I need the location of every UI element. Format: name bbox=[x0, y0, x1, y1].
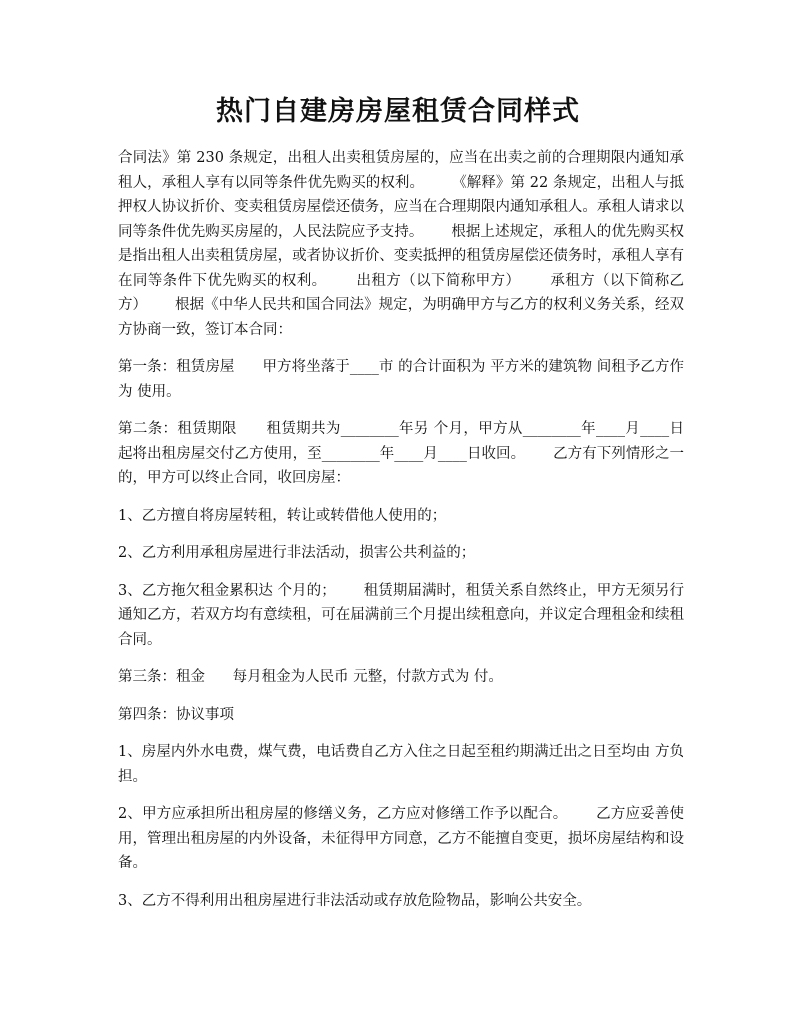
paragraph-agreement-item-3: 3、乙方不得利用出租房屋进行非法活动或存放危险物品，影响公共安全。 bbox=[118, 892, 592, 909]
paragraph-term-item-1: 1、乙方擅自将房屋转租，转让或转借他人使用的； bbox=[118, 507, 447, 524]
document-body bbox=[118, 146, 684, 926]
paragraph-article-4-heading: 第四条：协议事项 bbox=[118, 706, 234, 723]
paragraph-article-3-rent: 第三条：租金 每月租金为人民币 元整，付款方式为 付。 bbox=[118, 669, 503, 685]
paragraph-article-2-term: 第二条：租赁期限 租赁期共为________年另 个月，甲方从________年____月____日起将出租房屋交付乙方使用，至________年____月____日收回。 乙方有下列情形之一的，甲方可以终止合同，收回房屋： bbox=[118, 421, 684, 486]
paragraph-article-1-premises: 第一条：租赁房屋 甲方将坐落于____市 的合计面积为 平方米的建筑物 间租予乙方作为 使用。 bbox=[118, 359, 684, 400]
paragraph-term-item-2: 2、乙方利用承租房屋进行非法活动，损害公共利益的； bbox=[118, 545, 476, 561]
paragraph-term-item-3: 3、乙方拖欠租金累积达 个月的； 租赁期届满时，租赁关系自然终止，甲方无须另行通知乙方，若双方均有意续租，可在届满前三个月提出续租意向，并议定合理租金和续租合同。 bbox=[118, 582, 684, 648]
paragraph-intro: 合同法》第 230 条规定，出租人出卖租赁房屋的，应当在出卖之前的合理期限内通知承租人，承租人享有以同等条件优先购买的权利。 《解释》第 22 条规定，出租人与抵押权人协议折价、变卖租赁房屋偿还债务，应当在合理期限内通知承租人。承租人请求以同等条件优先购买房屋的，人民法院应予支持。 根据上述规定，承租人的优先购买权是指出租人出卖租赁房屋，或者协议折价、变卖抵押的租赁房屋偿还债务时，承租人享有在同等条件下优先购买的权利。 出租方（以下简称甲方） 承租方（以下简称乙方） 根据《中华人民共和国合同法》规定，为明确甲方与乙方的权利义务关系，经双方协商一致，签订本合同： bbox=[118, 150, 684, 338]
paragraph-agreement-item-2: 2、甲方应承担所出租房屋的修缮义务，乙方应对修缮工作予以配合。 乙方应妥善使用，管理出租房屋的内外设备，未征得甲方同意，乙方不能擅自变更，损坏房屋结构和设备。 bbox=[118, 806, 684, 871]
paragraph-agreement-item-1: 1、房屋内外水电费，煤气费，电话费自乙方入住之日起至租约期满迁出之日至均由 方负担。 bbox=[118, 744, 684, 785]
document-title: 热门自建房房屋租赁合同样式 bbox=[216, 96, 580, 127]
